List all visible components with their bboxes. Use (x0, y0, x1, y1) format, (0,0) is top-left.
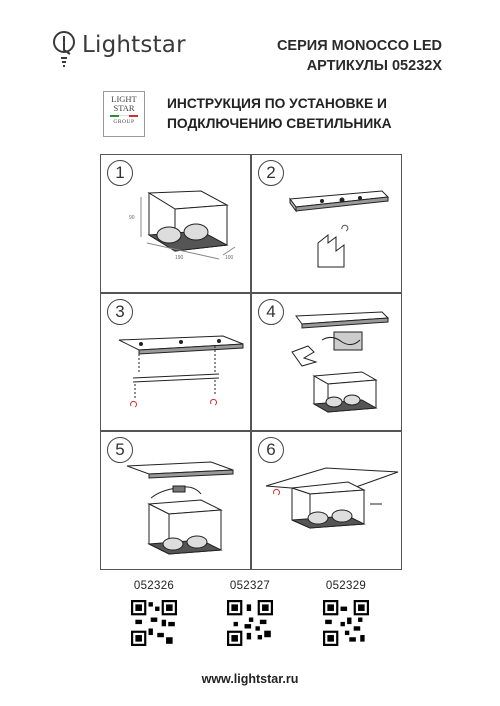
product-code: 052326 (133, 580, 175, 592)
step-5-panel (100, 431, 251, 570)
series-header (277, 36, 442, 76)
brand-name: Lightstar (82, 32, 186, 58)
badge-line-3: GROUP (113, 119, 135, 125)
qr-code-icon[interactable] (227, 600, 273, 646)
step-number: 2 (258, 160, 284, 186)
lightstar-group-badge (103, 91, 145, 137)
bulb-logo-icon (52, 28, 80, 72)
step-number: 6 (258, 437, 284, 463)
step-3-panel (100, 293, 251, 432)
product-052329 (316, 580, 376, 651)
article-numbers: АРТИКУЛЫ 05232X (306, 58, 442, 74)
flag-stripe (110, 115, 138, 117)
product-code: 052327 (229, 580, 271, 592)
step-6-panel (251, 431, 402, 570)
step-1-panel (100, 154, 251, 293)
badge-line-2: STAR (113, 103, 135, 113)
step-number: 3 (107, 299, 133, 325)
product-code: 052329 (325, 580, 367, 592)
dim-width: 100 (225, 255, 234, 261)
brand-logo (52, 28, 222, 72)
instruction-line-1: ИНСТРУКЦИЯ ПО УСТАНОВКЕ И (167, 96, 387, 111)
step-4-panel (251, 293, 402, 432)
step-number: 5 (107, 437, 133, 463)
instruction-line-2: ПОДКЛЮЧЕНИЮ СВЕТИЛЬНИКА (167, 116, 392, 131)
dim-height: 90 (129, 215, 135, 221)
dim-length: 190 (175, 255, 184, 261)
qr-code-icon[interactable] (131, 600, 177, 646)
step-number: 1 (107, 160, 133, 186)
badge-line-1: LIGHT (111, 94, 137, 104)
step-2-panel (251, 154, 402, 293)
product-052327 (220, 580, 280, 651)
installation-steps-grid (100, 154, 402, 570)
qr-code-icon[interactable] (323, 600, 369, 646)
step-number: 4 (258, 299, 284, 325)
series-title: СЕРИЯ MONOCCO LED (276, 38, 442, 54)
instruction-title (167, 94, 392, 134)
product-052326 (124, 580, 184, 651)
website-link[interactable]: www.lightstar.ru (201, 672, 299, 686)
